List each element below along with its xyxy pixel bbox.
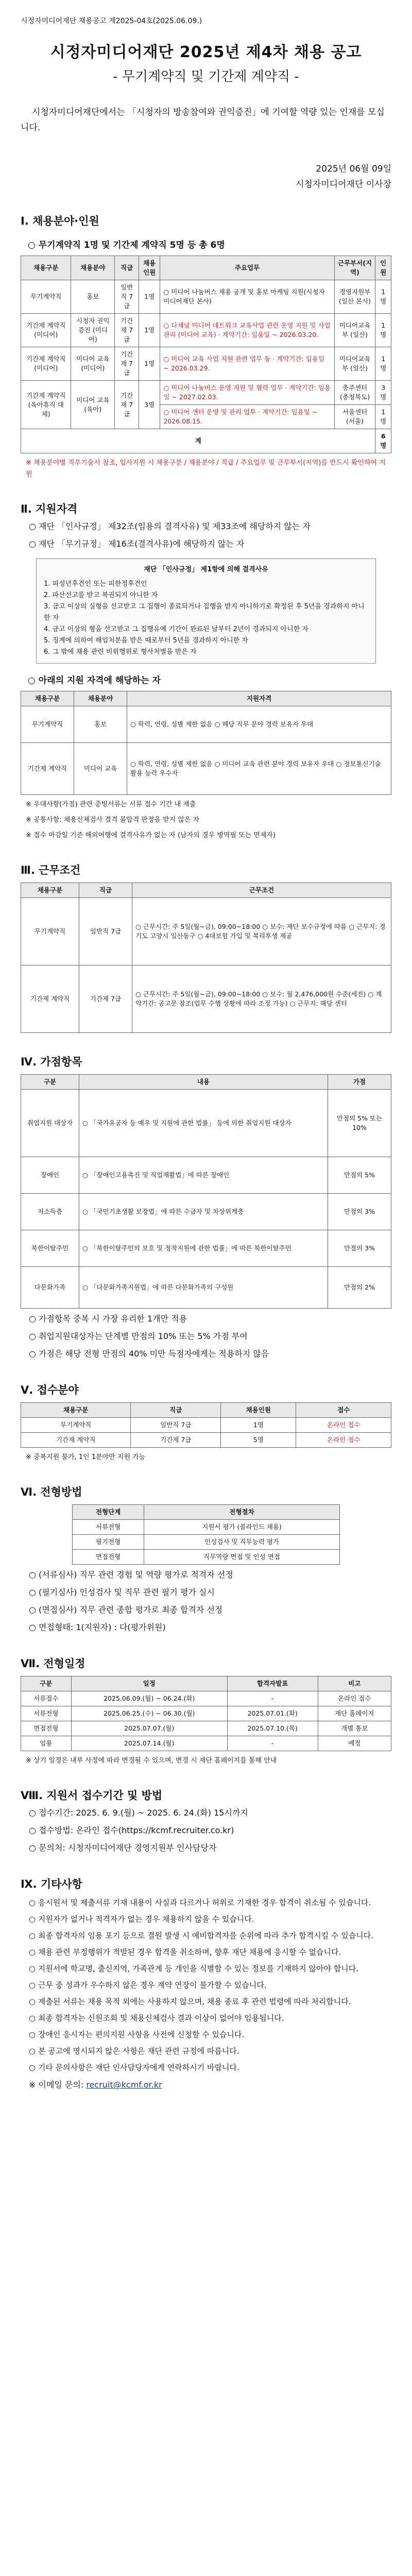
- process-item: ○ (면접심사) 직무 관련 종합 평가로 최종 합격자 선정: [29, 1605, 223, 1615]
- table-cell: ○ 미디어 나눔버스 운영 지원 및 협력 업무 · 계약기간: 임용일 ~ 2027.02.03.: [160, 381, 334, 405]
- table-cell: 기간제 계약직 (육아휴직 대체): [21, 381, 71, 429]
- table-cell: 2025.07.14.(월): [71, 1736, 227, 1751]
- table-header: 일정: [71, 1676, 227, 1691]
- table-row: [21, 965, 391, 1033]
- table-cell: 1명: [375, 314, 391, 347]
- table-row: [21, 314, 391, 347]
- table-cell: ○ 학력, 연령, 성별 제한 없음 ○ 미디어 교육 관련 분야 경력 보유자 우대 ○ 정보통신기술 활용 능력 우수자: [127, 743, 391, 795]
- table-cell: 홍보: [74, 706, 127, 743]
- table-header: 인원: [375, 256, 391, 280]
- table-row: [21, 381, 391, 405]
- table-header: 채용인원: [221, 1403, 296, 1418]
- table-cell: 장애인: [21, 1157, 79, 1194]
- bonus-note: ○ 취업지원대상자는 단계별 만점의 10% 또는 5% 가점 부여: [29, 1331, 248, 1341]
- disqualification-box: [36, 558, 376, 664]
- table-row: [21, 1090, 391, 1157]
- table-cell: 2025.06.25.(수) ~ 06.30.(월): [71, 1706, 227, 1721]
- recruit-table: [21, 256, 391, 453]
- section-recruit-subheading: ○ 무기계약직 1명 및 기간제 계약직 5명 등 총 6명: [28, 240, 225, 250]
- recruit-note: ※ 채용분야별 직무기술서 참조, 입사지원 시 채용구분 / 채용분야 / 직급 / 주요업무 및 근무부서(지역)를 반드시 확인하여 지원: [26, 459, 386, 478]
- table-cell: 무기계약직: [21, 898, 79, 965]
- section-qual-heading: Ⅱ. 지원자격: [21, 503, 78, 515]
- qual-item: ○ 재단 「인사규정」 제32조(임용의 결격사유) 및 제33조에 해당하지 않는 자: [29, 521, 311, 531]
- bonus-note: ○ 가점항목 중복 시 가장 유리한 1개만 적용: [29, 1314, 187, 1324]
- qual-note: ※ 공통사항: 채용신체검사 결격 불합격 판정을 받지 않은 자: [26, 816, 200, 824]
- table-cell: 기간제 계약직: [21, 743, 74, 795]
- table-header: 지원자격: [127, 691, 391, 706]
- box-line: 1. 피성년후견인 또는 피한정후견인: [44, 580, 147, 588]
- signature-block: [21, 161, 391, 192]
- table-cell: ○ 근무시간: 주 5일(월~금), 09:00~18:00 ○ 보수: 재단 보수규정에 따름 ○ 근무지: 경기도 고양시 일산동구 ○ 4대보험 가입 및 복리후생 제공: [132, 898, 391, 965]
- box-line: 4. 금고 이상의 형을 선고받고 그 집행유예 기간이 완료된 날부터 2년이 경과되지 아니한 자: [44, 625, 308, 633]
- bonus-note: ○ 가점은 해당 전형 만점의 40% 미만 득점자에게는 적용하지 않음: [29, 1349, 269, 1359]
- table-cell: 온라인 접수: [318, 1691, 391, 1706]
- notice-title: 시정자미디어재단 2025년 제4차 채용 공고: [50, 43, 362, 61]
- table-row: [21, 347, 391, 381]
- table-cell: ○ 학력, 연령, 성별 제한 없음 ○ 해당 직무 분야 경력 보유자 우대: [127, 706, 391, 743]
- table-row: [21, 280, 391, 314]
- table-header: 근무부서(지역): [334, 256, 375, 280]
- table-cell: 1명: [139, 280, 160, 314]
- table-cell: 5명: [221, 1433, 296, 1448]
- list-item: ○ 최종 합격자의 임용 포기 등으로 결원 발생 시 예비합격자를 순위에 따라 추가 합격시킬 수 있습니다.: [29, 1931, 373, 1940]
- table-cell: 일반직 7급: [79, 898, 132, 965]
- table-cell: 만점의 2%: [328, 1267, 391, 1309]
- box-line: 2. 파산선고를 받고 복권되지 아니한 자: [44, 591, 158, 599]
- list-item: ○ 최종 합격자는 신원조회 및 채용신체검사 결과 이상이 없어야 임용됩니다.: [29, 2013, 284, 2023]
- table-cell: 1명: [139, 314, 160, 347]
- intro-text: 시청자미디어재단에서는 「시청자의 방송참여와 권익증진」에 기여할 역량 있는 인재를 모십니다.: [21, 107, 385, 133]
- list-item: ○ 지원자가 없거나 적격자가 없는 경우 채용하지 않을 수 있습니다.: [29, 1914, 254, 1924]
- table-cell: 온라인 접수: [296, 1433, 391, 1448]
- table-cell: 2025.07.07.(월): [71, 1721, 227, 1736]
- qual-note: ※ 우대사항(가점) 관련 증빙서류는 서류 접수 기간 내 제출: [26, 801, 196, 808]
- table-cell: 서류전형: [21, 1706, 72, 1721]
- table-cell: 일반직 7급: [131, 1418, 221, 1433]
- signer: 시청자미디어재단 이사장: [295, 179, 391, 190]
- table-cell: 무기계약직: [21, 280, 71, 314]
- method-item: ○ 문의처: 시청자미디어재단 경영지원부 인사담당자: [29, 1843, 217, 1853]
- table-cell: 2025.07.01.(화): [227, 1706, 318, 1721]
- table-cell: 일반직 7급: [115, 280, 139, 314]
- table-cell: 무기계약직: [21, 1418, 131, 1433]
- table-cell: 미디어 교육 (육아): [71, 381, 115, 429]
- apply-note: ※ 중복지원 불가, 1인 1분야만 지원 가능: [26, 1453, 146, 1461]
- table-cell: 북한이탈주민: [21, 1230, 79, 1267]
- table-cell: ○ 다채널 미디어 네트워크 교육사업 관련 운영 지원 및 사업 관리 (미디어 교육) · 계약기간: 임용일 ~ 2026.03.20.: [160, 314, 334, 347]
- table-cell: -: [227, 1691, 318, 1706]
- table-header: 구분: [21, 1676, 72, 1691]
- table-row: [21, 429, 391, 453]
- table-cell: 기간제 7급: [115, 347, 139, 381]
- process-item: ○ (서류심사) 직무 관련 경험 및 역량 평가로 적격자 선정: [29, 1570, 233, 1580]
- section-recruit-heading: Ⅰ. 채용분야·인원: [21, 215, 99, 227]
- table-row: [21, 1194, 391, 1230]
- table-cell: 미디어교육부 (일산): [334, 347, 375, 381]
- table-cell: 서류전형: [73, 1520, 144, 1535]
- section-conditions-heading: Ⅲ. 근무조건: [21, 864, 81, 876]
- notice-date: 2025년 06월 09일: [316, 164, 391, 174]
- table-row: [21, 706, 391, 743]
- table-cell: 서울센터 (서울): [334, 405, 375, 429]
- table-header: 직급: [131, 1403, 221, 1418]
- bonus-table: [21, 1074, 391, 1309]
- table-cell: ○ 미디어 교육 사업 지원 관련 업무 등 · 계약기간: 임용일 ~ 2026.03.29.: [160, 347, 334, 381]
- table-header: 구분: [21, 1075, 79, 1090]
- table-cell: 기간제 계약직 (미디어): [21, 314, 71, 347]
- table-cell: -: [227, 1736, 318, 1751]
- email-label: ※ 이메일 문의:: [29, 2080, 87, 2090]
- table-cell: ○ 「국민기초생활 보장법」에 따른 수급자 및 차상위계층: [79, 1194, 328, 1230]
- table-cell: ○ 미디어 센터 운영 및 관리 업무 · 계약기간: 임용일 ~ 2026.08.15.: [160, 405, 334, 429]
- table-cell: 1명: [375, 347, 391, 381]
- table-cell: 1명: [375, 405, 391, 429]
- total-label: 계: [21, 429, 375, 453]
- email-line: [29, 2078, 391, 2092]
- table-cell: ○ 「다문화가족지원법」에 따른 다문화가족의 구성원: [79, 1267, 328, 1309]
- method-item: ○ 접수방법: 온라인 접수(https://kcmf.recruiter.co.kr): [29, 1825, 234, 1835]
- table-cell: ○ 미디어 나눔버스 채용 공개 및 홍보 마케팅 지원(시청자미디어재단 본사): [160, 280, 334, 314]
- table-cell: 3명: [139, 381, 160, 429]
- table-header: 전형절차: [144, 1505, 340, 1520]
- table-cell: 기간제 계약직: [21, 965, 79, 1033]
- table-row: [21, 1721, 391, 1736]
- table-row: [21, 1230, 391, 1267]
- table-header: 비고: [318, 1676, 391, 1691]
- box-title: 재단 「인사규정」 제1항에 의해 결격사유: [144, 566, 268, 573]
- table-cell: 재단 홈페이지: [318, 1706, 391, 1721]
- process-table: [72, 1504, 340, 1565]
- list-item: ○ 채용 관련 부정행위가 적발된 경우 합격을 취소하며, 향후 재단 채용에 응시할 수 없습니다.: [29, 1947, 341, 1957]
- list-item: ○ 본 공고에 명시되지 않은 사항은 재단 관련 규정에 따릅니다.: [29, 2046, 239, 2056]
- conditions-table: [21, 883, 391, 1033]
- table-cell: 기간제 7급: [79, 965, 132, 1033]
- table-cell: 무기계약직: [21, 706, 74, 743]
- section-bonus-heading: Ⅳ. 가점항목: [21, 1056, 82, 1068]
- table-row: [73, 1535, 340, 1550]
- table-cell: 미디어교육부 (일산): [334, 314, 375, 347]
- table-cell: 홍보: [71, 280, 115, 314]
- list-item: ○ 제출된 서류는 채용 목적 외에는 사용하지 않으며, 채용 종료 후 관련 법령에 따라 처리합니다.: [29, 1997, 351, 2006]
- box-line: 5. 징계에 의하여 해임처분을 받은 때로부터 5년을 경과하지 아니한 자: [44, 637, 248, 645]
- qual-item: ○ 재단 「무기규정」 제16조(결격사유)에 해당하지 않는 자: [29, 539, 245, 549]
- table-cell: 1명: [221, 1418, 296, 1433]
- table-cell: 직무역량 면접 및 인성 면접: [144, 1550, 340, 1565]
- table-cell: 지원서 평가 (블라인드 채용): [144, 1520, 340, 1535]
- table-row: [73, 1550, 340, 1565]
- box-line: 6. 그 밖에 채용 관련 비위행위로 형사처벌을 받은 자: [44, 648, 197, 656]
- table-header: 채용구분: [21, 256, 71, 280]
- qual-subheading: ○ 아래의 지원 자격에 해당하는 자: [28, 675, 161, 686]
- table-cell: 임용: [21, 1736, 72, 1751]
- section-process-heading: Ⅵ. 전형방법: [21, 1486, 82, 1498]
- table-cell: 취업지원 대상자: [21, 1090, 79, 1157]
- table-header: 합격자발표: [227, 1676, 318, 1691]
- table-header: 직급: [115, 256, 139, 280]
- table-cell: ○ 근무시간: 주 5일(월~금), 09:00~18:00 ○ 보수: 월 2,476,000원 수준(세전) ○ 계약기간: 공고문 참조(업무 수행 상황에 따라 조정 가능) ○ 근무지: 해당 센터: [132, 965, 391, 1033]
- table-cell: 저소득층: [21, 1194, 79, 1230]
- list-item: ○ 기타 문의사항은 재단 인사담당자에게 연락하시기 바랍니다.: [29, 2063, 239, 2072]
- table-cell: 온라인 접수: [296, 1418, 391, 1433]
- table-cell: 시청자 권익증진 (미디어): [71, 314, 115, 347]
- table-header: 직급: [79, 883, 132, 898]
- section-method-heading: Ⅷ. 지원서 접수기간 및 방법: [21, 1789, 163, 1802]
- list-item: ○ 응시원서 및 제출서류 기재 내용이 사실과 다르거나 허위로 기재한 경우 합격이 취소될 수 있습니다.: [29, 1898, 371, 1907]
- table-cell: 기간제 7급: [115, 381, 139, 429]
- table-header: 내용: [79, 1075, 328, 1090]
- table-cell: 개별 통보: [318, 1721, 391, 1736]
- table-cell: 다문화가족: [21, 1267, 79, 1309]
- table-row: [21, 1706, 391, 1721]
- table-cell: 만점의 5% 또는 10%: [328, 1090, 391, 1157]
- table-header: 채용분야: [71, 256, 115, 280]
- table-cell: 예정: [318, 1736, 391, 1751]
- table-row: [21, 1736, 391, 1751]
- table-header: 전형단계: [73, 1505, 144, 1520]
- table-cell: 2025.06.09.(월) ~ 06.24.(화): [71, 1691, 227, 1706]
- doc-number: 시정자미디어재단 채용공고 제2025-04호(2025.06.09.): [21, 17, 202, 25]
- table-cell: 경영지원부 (일산 본사): [334, 280, 375, 314]
- table-cell: 기간제 계약직 (미디어): [21, 347, 71, 381]
- qual-note: ※ 접수 마감일 기준 해외여행에 결격사유가 없는 자 (남자의 경우 병역필 또는 면제자): [26, 832, 276, 839]
- schedule-note: ※ 상기 일정은 내부 사정에 따라 변경될 수 있으며, 변경 시 재단 홈페이지를 통해 안내: [26, 1757, 277, 1765]
- table-row: [73, 1520, 340, 1535]
- table-row: [21, 743, 391, 795]
- table-cell: ○ 「북한이탈주민의 보호 및 정착지원에 관한 법률」에 따른 북한이탈주민: [79, 1230, 328, 1267]
- table-cell: 3명: [375, 381, 391, 405]
- table-row: [21, 1267, 391, 1309]
- table-cell: 면접전형: [21, 1721, 72, 1736]
- table-cell: 충주센터 (충청북도): [334, 381, 375, 405]
- table-cell: 서류접수: [21, 1691, 72, 1706]
- table-row: [21, 1157, 391, 1194]
- etc-list: [29, 1895, 391, 2075]
- table-header: 접수: [296, 1403, 391, 1418]
- table-cell: 면접전형: [73, 1550, 144, 1565]
- method-item: ○ 접수기간: 2025. 6. 9.(월) ~ 2025. 6. 24.(화) 15시까지: [29, 1808, 248, 1818]
- table-row: [21, 898, 391, 965]
- table-cell: 미디어 교육 (미디어): [71, 347, 115, 381]
- table-cell: 만점의 5%: [328, 1157, 391, 1194]
- apply-table: [21, 1402, 391, 1448]
- table-header: 채용구분: [21, 691, 74, 706]
- table-cell: 인성검사 및 직무능력 평가: [144, 1535, 340, 1550]
- process-item: ○ 면접형태: 1(지원자) : 다(평가위원): [29, 1622, 166, 1632]
- qual-table: [21, 691, 391, 795]
- box-line: 3. 금고 이상의 실형을 선고받고 그 집행이 종료되거나 집행을 받지 아니하기로 확정된 후 5년을 경과하지 아니한 자: [44, 603, 365, 622]
- section-schedule-heading: Ⅶ. 전형일정: [21, 1657, 85, 1670]
- table-cell: ○ 「장애인고용촉진 및 직업재활법」에 따른 장애인: [79, 1157, 328, 1194]
- table-cell: 필기전형: [73, 1535, 144, 1550]
- process-item: ○ (필기심사) 인성검사 및 직무 관련 필기 평가 실시: [29, 1587, 215, 1597]
- list-item: ○ 장애인 응시자는 편의지원 사항을 사전에 신청할 수 있습니다.: [29, 2030, 245, 2039]
- table-cell: 만점의 3%: [328, 1230, 391, 1267]
- list-item: ○ 근무 중 성과가 우수하지 않은 경우 계약 연장이 불가할 수 있습니다.: [29, 1980, 267, 1990]
- table-header: 근무조건: [132, 883, 391, 898]
- table-cell: 기간제 7급: [131, 1433, 221, 1448]
- schedule-table: [21, 1676, 391, 1751]
- table-cell: ○ 「국가유공자 등 예우 및 지원에 관한 법률」 등에 의한 취업지원 대상자: [79, 1090, 328, 1157]
- section-apply-heading: Ⅴ. 접수분야: [21, 1384, 79, 1396]
- table-header: 채용인원: [139, 256, 160, 280]
- table-cell: 기간제 7급: [115, 314, 139, 347]
- total-value: 6명: [375, 429, 391, 453]
- section-etc-heading: Ⅸ. 기타사항: [21, 1878, 82, 1890]
- email-link[interactable]: recruit@kcmf.or.kr: [86, 2080, 162, 2090]
- table-row: [21, 1691, 391, 1706]
- table-cell: 기간제 계약직: [21, 1433, 131, 1448]
- table-header: 채용분야: [74, 691, 127, 706]
- notice-subtitle: - 무기계약직 및 기간제 계약직 -: [113, 69, 299, 84]
- table-cell: 1명: [375, 280, 391, 314]
- table-row: [21, 1418, 391, 1433]
- table-row: [21, 1433, 391, 1448]
- table-cell: 만점의 3%: [328, 1194, 391, 1230]
- table-cell: 1명: [139, 347, 160, 381]
- table-header: 주요업무: [160, 256, 334, 280]
- table-cell: 2025.07.10.(목): [227, 1721, 318, 1736]
- table-cell: 미디어 교육: [74, 743, 127, 795]
- table-header: 채용구분: [21, 1403, 131, 1418]
- list-item: ○ 지원서에 학교명, 출신지역, 가족관계 등 개인을 식별할 수 있는 정보를 기재하지 않아야 합니다.: [29, 1964, 359, 1973]
- table-header: 채용구분: [21, 883, 79, 898]
- table-header: 가점: [328, 1075, 391, 1090]
